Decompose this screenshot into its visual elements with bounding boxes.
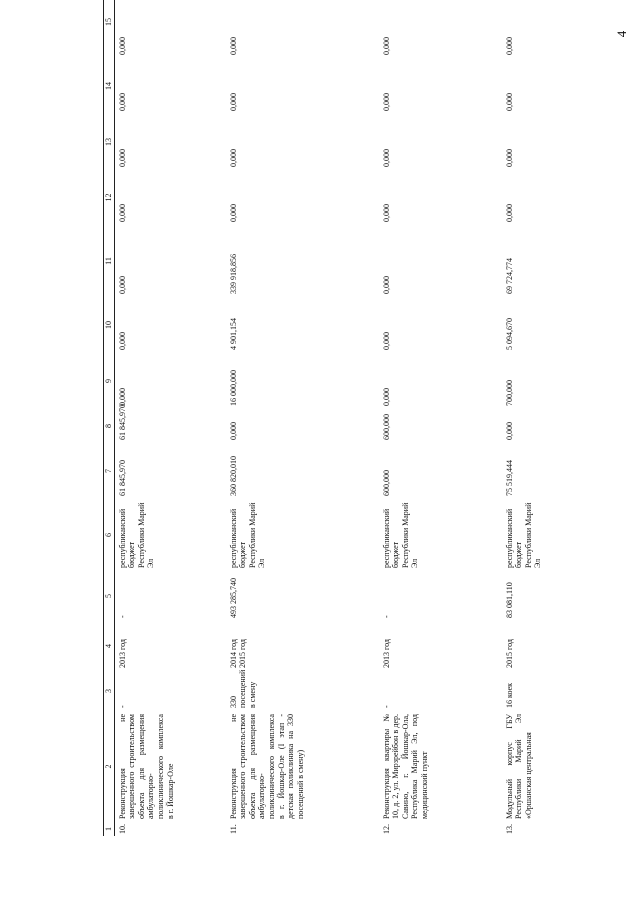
table-row bbox=[226, 0, 379, 836]
value-col-11: 0,000 bbox=[117, 276, 127, 294]
value-col-7: 360 820,010 bbox=[228, 456, 238, 496]
value-col-7: 61 845,970 bbox=[117, 460, 127, 496]
investment-table bbox=[103, 0, 625, 836]
period: 2013 год bbox=[117, 639, 127, 668]
funding-source: республиканский бюджет Республики Марий Эл bbox=[117, 502, 156, 568]
value-col-15: 0,000 bbox=[504, 37, 514, 55]
funding-source: республиканский бюджет Республики Марий Эл bbox=[504, 502, 543, 568]
value-col-8: 61 845,970 bbox=[117, 404, 127, 440]
value-col-7: 600,000 bbox=[381, 470, 391, 496]
value-col-13: 0,000 bbox=[117, 149, 127, 167]
column-header-12: 12 bbox=[104, 170, 115, 225]
funding-source: республиканский бюджет Республики Марий Эл bbox=[228, 502, 267, 568]
value-col-8: 0,000 bbox=[228, 422, 238, 440]
object-name: Реконструкция не завершенного строительством объекта для размещения амбулаторно-поликлинического комплекса в г. Йошкар-Оле bbox=[117, 714, 175, 819]
column-header-4: 4 bbox=[104, 621, 115, 671]
period: 2015 год bbox=[504, 639, 514, 668]
estimated-cost: - bbox=[381, 615, 391, 618]
object-name: Реконструкция не завершенного строительством объекта для размещения амбулаторно-поликлинического комплекса в г. Йошкар-Оле (I этап - детская поликлиника на 330 посещений в смену) bbox=[228, 714, 305, 819]
value-col-9: 0,000 bbox=[117, 388, 127, 406]
column-header-15: 15 bbox=[104, 0, 115, 58]
period: 2014 год 2015 год bbox=[228, 639, 248, 668]
value-col-14: 0,000 bbox=[228, 93, 238, 111]
value-col-9: 0,000 bbox=[381, 388, 391, 406]
table-row bbox=[379, 0, 502, 836]
object-name: Модульный корпус ГБУ Республики Марий Эл «Оршанская центральная bbox=[504, 714, 533, 819]
page-number: 4 bbox=[614, 30, 629, 38]
estimated-cost: - bbox=[117, 615, 127, 618]
value-col-15: 0,000 bbox=[117, 37, 127, 55]
column-header-9: 9 bbox=[104, 353, 115, 409]
value-col-10: 5 094,670 bbox=[504, 318, 514, 350]
column-header-14: 14 bbox=[104, 58, 115, 114]
value-col-8: 600,000 bbox=[381, 414, 391, 440]
column-header-1: 1 bbox=[104, 822, 115, 836]
column-header-3: 3 bbox=[104, 671, 115, 711]
column-number-row bbox=[104, 0, 115, 836]
column-header-6: 6 bbox=[104, 499, 115, 571]
estimated-cost: 493 285,740 bbox=[228, 578, 238, 618]
row-number: 13. bbox=[504, 824, 514, 834]
value-col-13: 0,000 bbox=[381, 149, 391, 167]
value-col-14: 0,000 bbox=[504, 93, 514, 111]
column-header-5: 5 bbox=[104, 571, 115, 621]
value-col-13: 0,000 bbox=[228, 149, 238, 167]
row-number: 12. bbox=[381, 824, 391, 834]
capacity: 16 коек bbox=[504, 682, 514, 708]
table-row bbox=[502, 0, 625, 836]
value-col-13: 0,000 bbox=[504, 149, 514, 167]
value-col-14: 0,000 bbox=[381, 93, 391, 111]
value-col-11: 0,000 bbox=[381, 276, 391, 294]
column-header-8: 8 bbox=[104, 409, 115, 443]
value-col-12: 0,000 bbox=[381, 204, 391, 222]
column-header-10: 10 bbox=[104, 297, 115, 353]
value-col-15: 0,000 bbox=[228, 37, 238, 55]
capacity: 330 посещений в смену bbox=[228, 669, 257, 708]
value-col-11: 339 918,856 bbox=[228, 254, 238, 294]
row-number: 10. bbox=[117, 824, 127, 834]
column-header-7: 7 bbox=[104, 443, 115, 499]
funding-source: республиканский бюджет Республики Марий Эл bbox=[381, 502, 420, 568]
capacity: - bbox=[117, 705, 127, 708]
value-col-10: 4 901,154 bbox=[228, 318, 238, 350]
value-col-9: 16 000,000 bbox=[228, 370, 238, 406]
period: 2013 год bbox=[381, 639, 391, 668]
column-header-2: 2 bbox=[104, 711, 115, 822]
column-header-13: 13 bbox=[104, 114, 115, 170]
column-header-11: 11 bbox=[104, 225, 115, 297]
value-col-8: 0,000 bbox=[504, 422, 514, 440]
object-name: Реконструкция квартиры № 10, д. 2, ул. Мирзрейбон в дер. Савино, г. Йошкар-Ола, Республика Марий Эл, под медицинский пункт bbox=[381, 714, 429, 819]
value-col-14: 0,000 bbox=[117, 93, 127, 111]
capacity: - bbox=[381, 705, 391, 708]
value-col-9: 700,000 bbox=[504, 380, 514, 406]
table-container bbox=[103, 18, 621, 836]
value-col-10: 0,000 bbox=[381, 332, 391, 350]
value-col-12: 0,000 bbox=[504, 204, 514, 222]
value-col-7: 75 519,444 bbox=[504, 460, 514, 496]
row-number: 11. bbox=[228, 824, 238, 834]
value-col-12: 0,000 bbox=[117, 204, 127, 222]
value-col-12: 0,000 bbox=[228, 204, 238, 222]
value-col-11: 69 724,774 bbox=[504, 258, 514, 294]
value-col-10: 0,000 bbox=[117, 332, 127, 350]
table-row bbox=[114, 0, 226, 836]
estimated-cost: 83 081,110 bbox=[504, 582, 514, 618]
value-col-15: 0,000 bbox=[381, 37, 391, 55]
